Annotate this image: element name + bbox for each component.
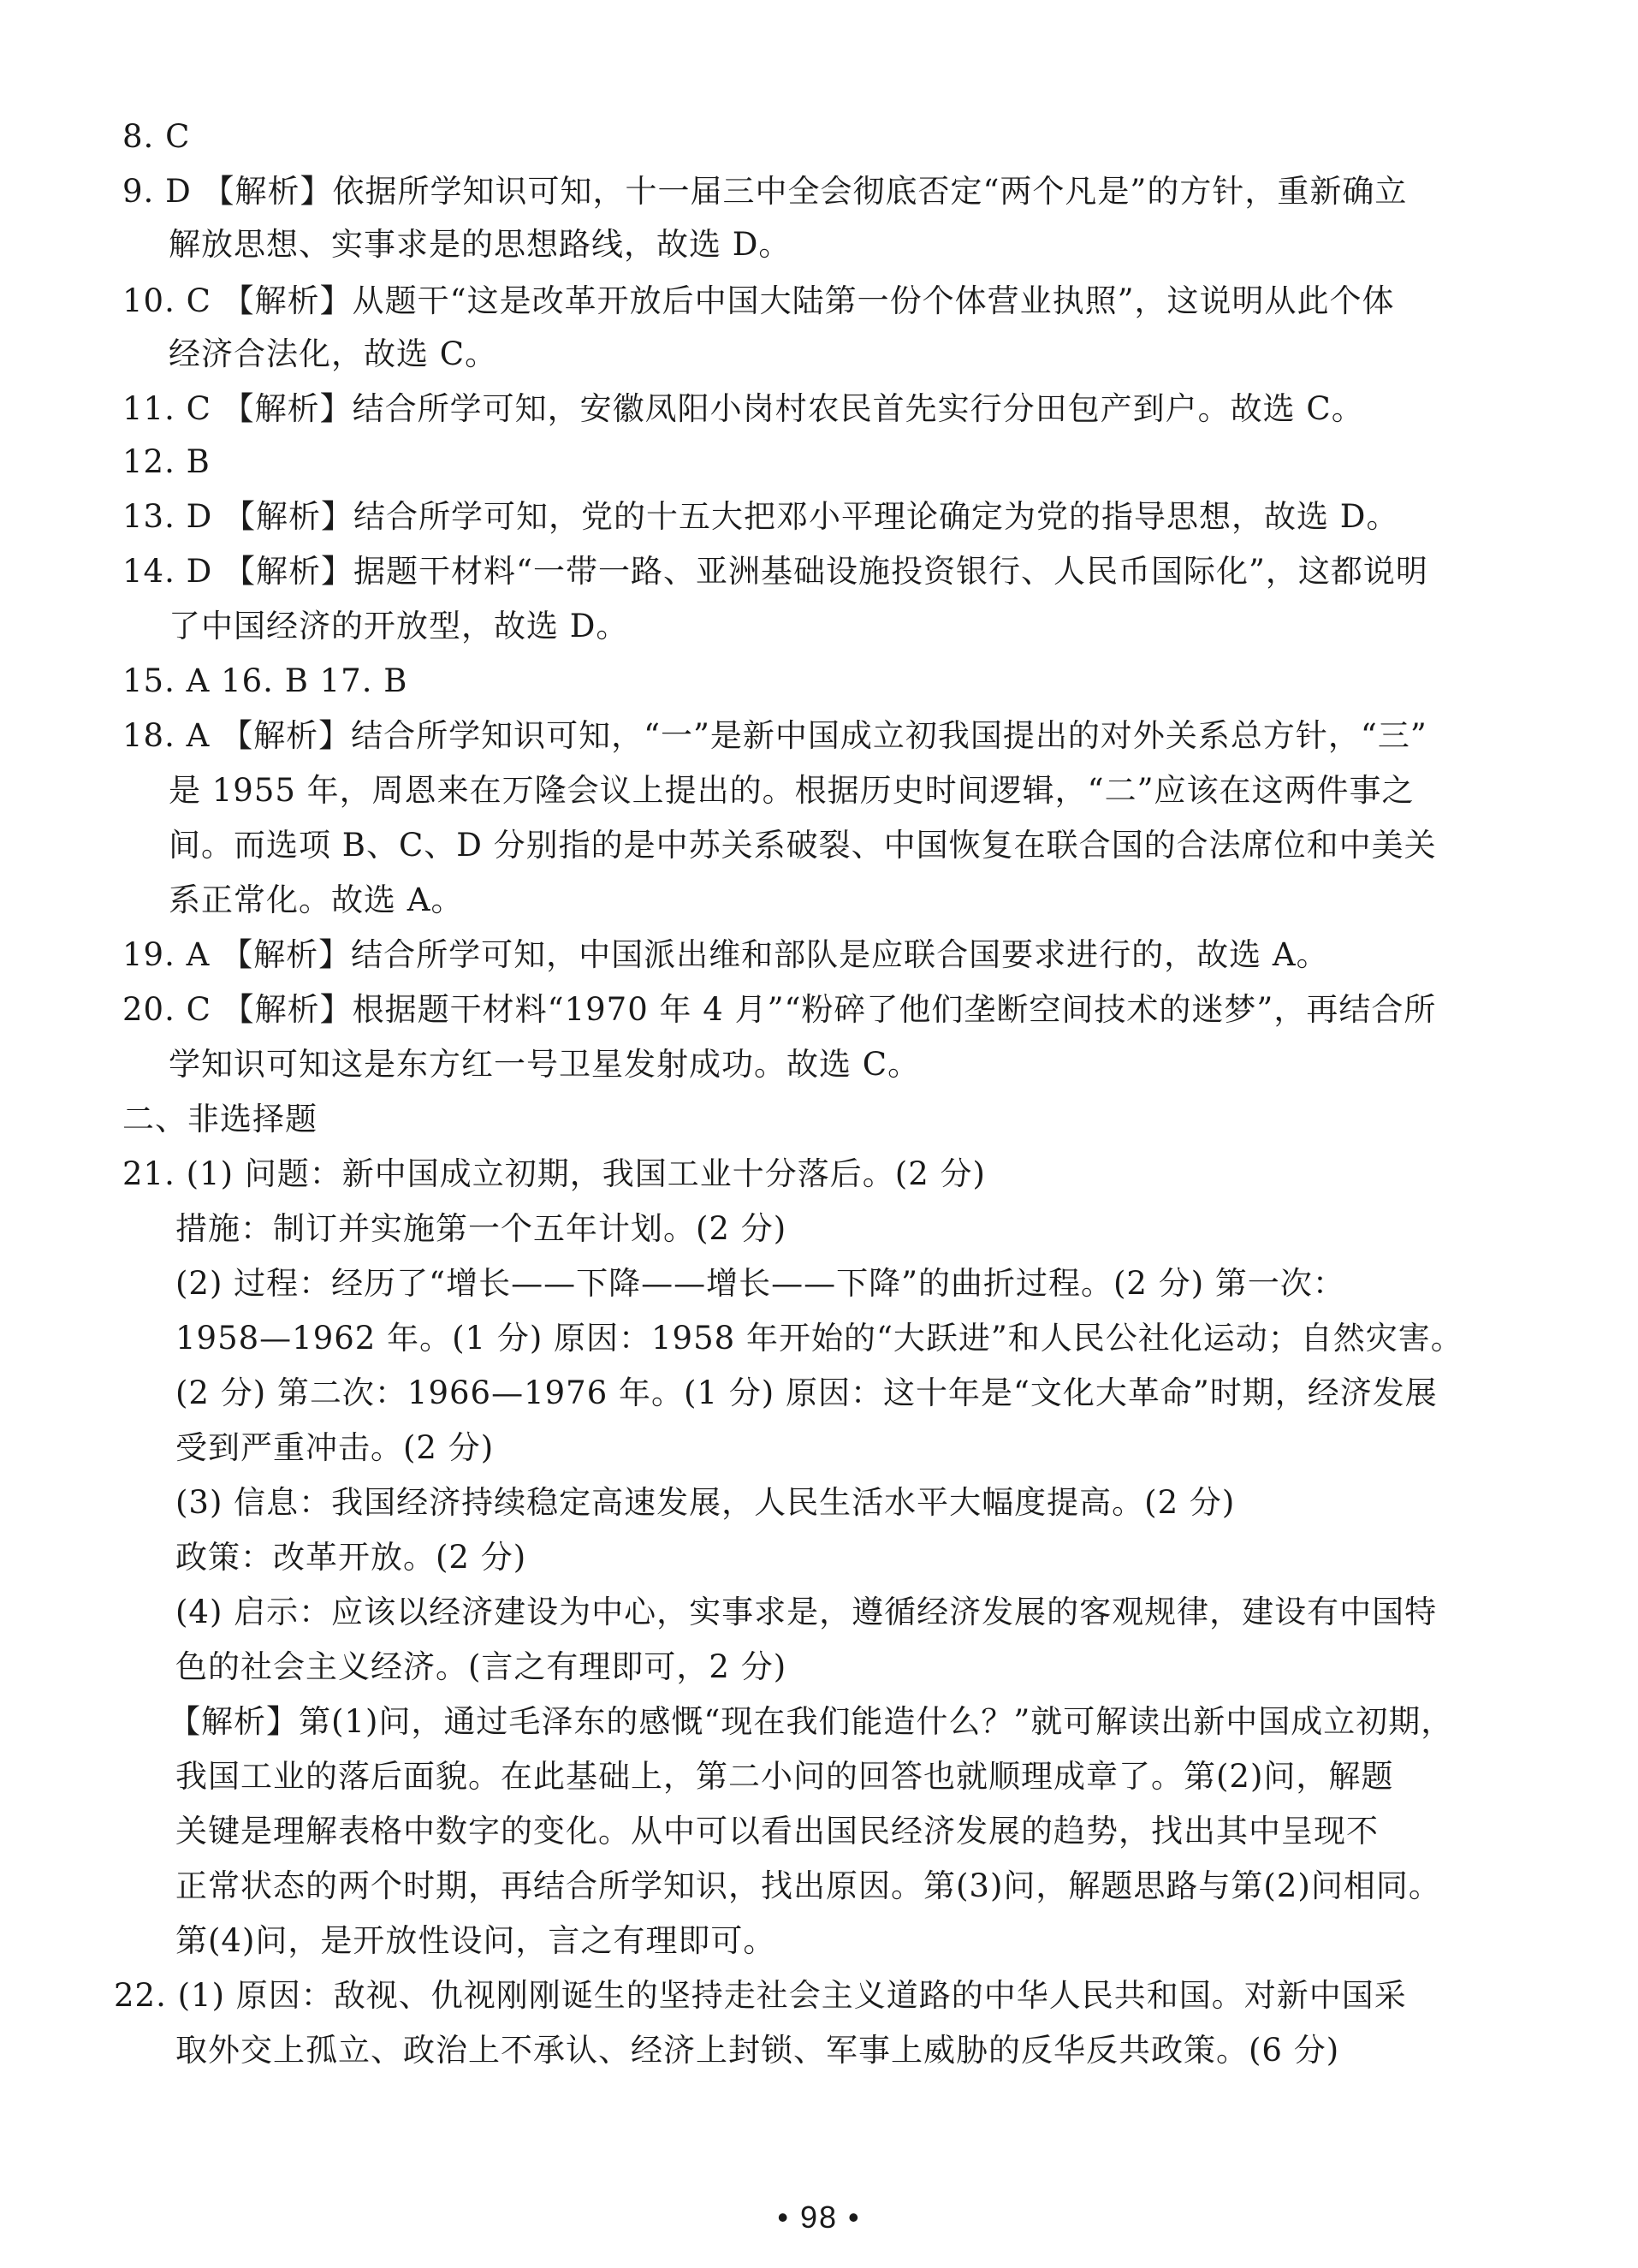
answer-21-part-2-line-3: (2 分) 第二次：1966—1976 年。(1 分) 原因：这十年是“文化大革命”时期，经济发展 xyxy=(175,1374,1438,1411)
answer-20-line-2: 学知识可知这是东方红一号卫星发射成功。故选 C。 xyxy=(169,1046,921,1083)
answer-14-line-2: 了中国经济的开放型，故选 D。 xyxy=(169,608,629,644)
answer-9-line-2: 解放思想、实事求是的思想路线，故选 D。 xyxy=(169,226,792,263)
answer-11: 11. C 【解析】结合所学可知，安徽凤阳小岗村农民首先实行分田包产到户。故选 C。 xyxy=(122,390,1364,427)
answer-12: 12. B xyxy=(122,443,211,480)
answer-21-part-2-line-2: 1958—1962 年。(1 分) 原因：1958 年开始的“大跃进”和人民公社化运动；自然灾害。 xyxy=(175,1320,1463,1357)
answer-21-analysis-line-5: 第(4)问，是开放性设问，言之有理即可。 xyxy=(175,1922,776,1959)
answer-18-line-4: 系正常化。故选 A。 xyxy=(169,882,464,918)
answer-18-line-1: 18. A 【解析】结合所学知识可知，“一”是新中国成立初我国提出的对外关系总方针，“三” xyxy=(122,717,1427,754)
answer-21-part-3-policy: 政策：改革开放。(2 分) xyxy=(175,1539,527,1576)
answer-20-line-1: 20. C 【解析】根据题干材料“1970 年 4 月”“粉碎了他们垄断空间技术的迷梦”，再结合所 xyxy=(122,991,1437,1028)
answer-19: 19. A 【解析】结合所学可知，中国派出维和部队是应联合国要求进行的，故选 A。 xyxy=(122,936,1329,973)
answer-21-part-1-measure: 措施：制订并实施第一个五年计划。(2 分) xyxy=(175,1210,787,1247)
answer-21-part-4-line-1: (4) 启示：应该以经济建设为中心，实事求是，遵循经济发展的客观规律，建设有中国特 xyxy=(175,1594,1438,1630)
answer-10-line-1: 10. C 【解析】从题干“这是改革开放后中国大陆第一份个体营业执照”，这说明从此个体 xyxy=(122,282,1395,319)
answer-14-line-1: 14. D 【解析】据题干材料“一带一路、亚洲基础设施投资银行、人民币国际化”，这都说明 xyxy=(122,553,1428,590)
answer-21-part-2-line-4: 受到严重冲击。(2 分) xyxy=(175,1429,495,1466)
answer-22-part-1-line-2: 取外交上孤立、政治上不承认、经济上封锁、军事上威胁的反华反共政策。(6 分) xyxy=(175,2032,1340,2069)
answer-8: 8. C xyxy=(122,118,191,155)
answer-21-analysis-line-1: 【解析】第(1)问，通过毛泽东的感慨“现在我们能造什么？”就可解读出新中国成立初期， xyxy=(169,1703,1454,1740)
answer-22-part-1-line-1: 22. (1) 原因：敌视、仇视刚刚诞生的坚持走社会主义道路的中华人民共和国。对新中国采 xyxy=(114,1977,1407,2014)
page-number: • 98 • xyxy=(777,2200,861,2235)
answer-21-part-4-line-2: 色的社会主义经济。(言之有理即可，2 分) xyxy=(175,1648,787,1685)
answer-9-line-1: 9. D 【解析】依据所学知识可知，十一届三中全会彻底否定“两个凡是”的方针，重新确立 xyxy=(122,173,1408,210)
answer-13: 13. D 【解析】结合所学可知，党的十五大把邓小平理论确定为党的指导思想，故选 D。 xyxy=(122,498,1399,535)
answer-21-analysis-line-2: 我国工业的落后面貌。在此基础上，第二小问的回答也就顺理成章了。第(2)问，解题 xyxy=(175,1758,1394,1795)
answer-21-analysis-line-3: 关键是理解表格中数字的变化。从中可以看出国民经济发展的趋势，找出其中呈现不 xyxy=(175,1813,1379,1849)
answer-15-17: 15. A 16. B 17. B xyxy=(122,662,408,699)
answer-18-line-2: 是 1955 年，周恩来在万隆会议上提出的。根据历史时间逻辑，“二”应该在这两件事之 xyxy=(169,772,1415,809)
answer-21-part-2-line-1: (2) 过程：经历了“增长——下降——增长——下降”的曲折过程。(2 分) 第一次： xyxy=(175,1265,1345,1302)
answer-21-part-1-problem: 21. (1) 问题：新中国成立初期，我国工业十分落后。(2 分) xyxy=(122,1155,986,1192)
answer-21-analysis-line-4: 正常状态的两个时期，再结合所学知识，找出原因。第(3)问，解题思路与第(2)问相同。 xyxy=(175,1867,1441,1904)
answer-18-line-3: 间。而选项 B、C、D 分别指的是中苏关系破裂、中国恢复在联合国的合法席位和中美关 xyxy=(169,827,1437,864)
answer-21-part-3-info: (3) 信息：我国经济持续稳定高速发展，人民生活水平大幅度提高。(2 分) xyxy=(175,1484,1236,1521)
answer-10-line-2: 经济合法化，故选 C。 xyxy=(169,335,498,372)
section-heading-non-choice: 二、非选择题 xyxy=(122,1101,318,1137)
